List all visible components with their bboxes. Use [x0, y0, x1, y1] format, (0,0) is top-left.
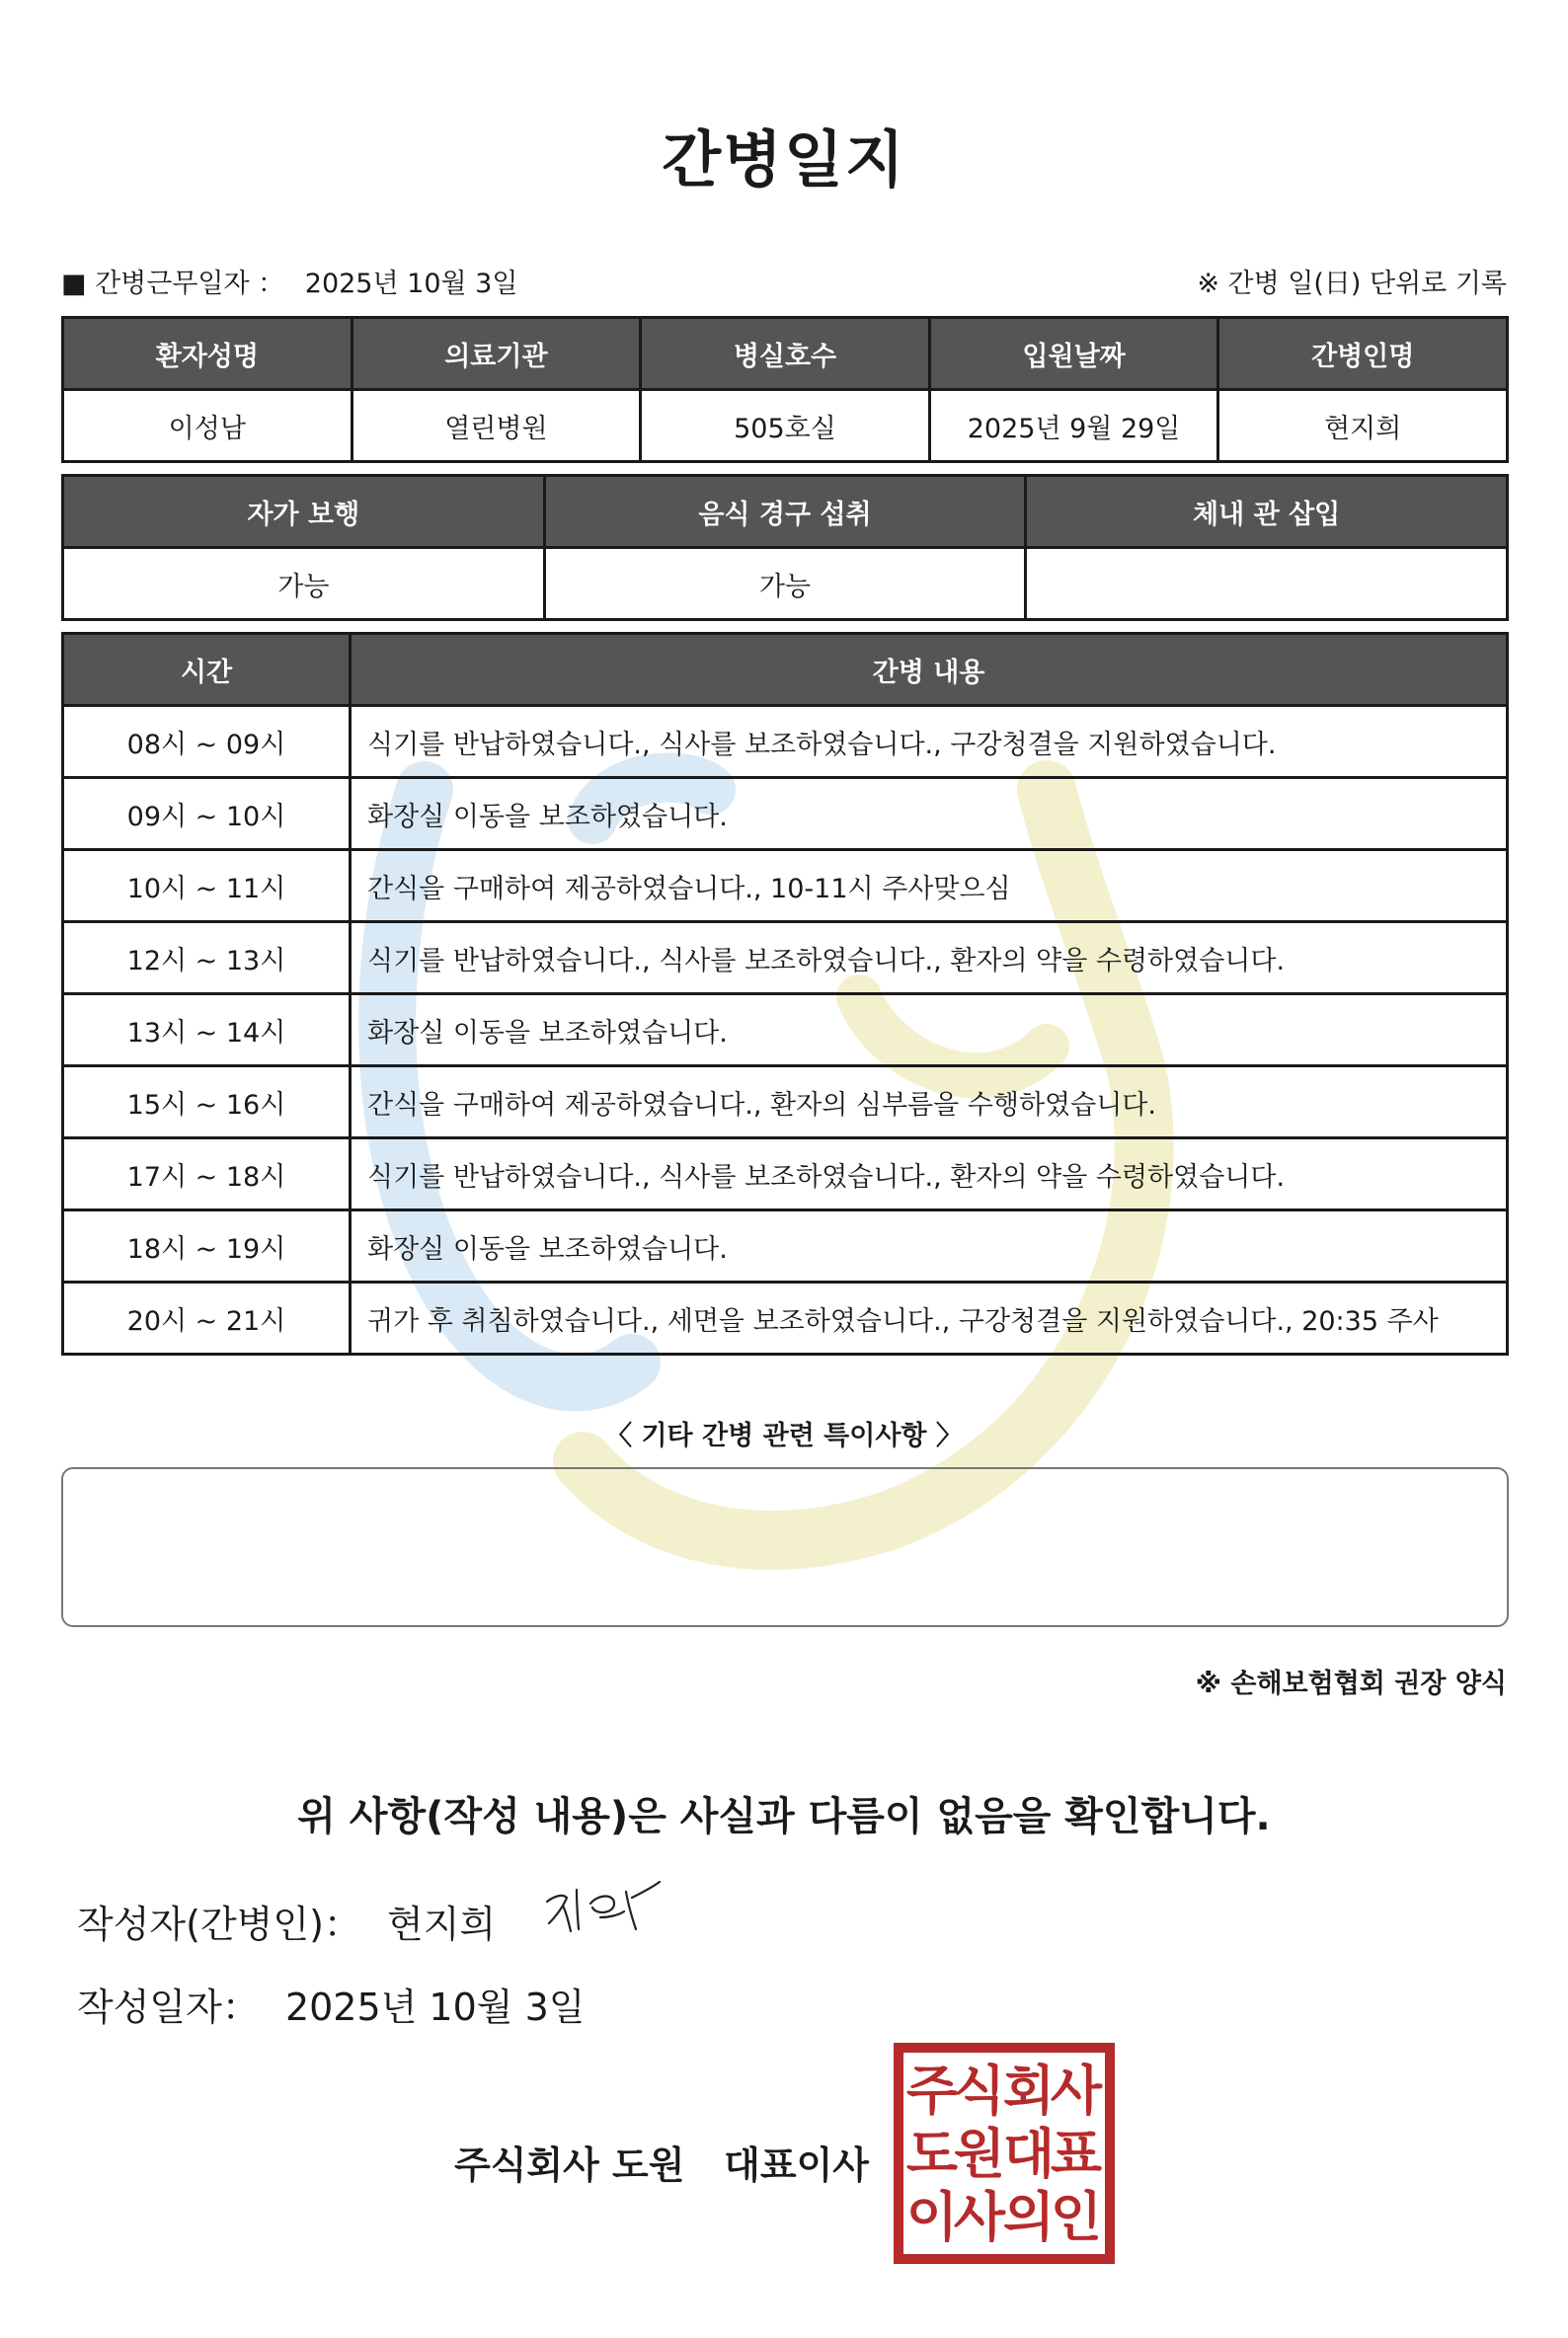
svg-text:회: 회: [1002, 2060, 1056, 2122]
admission-date: 2025년 9월 29일: [929, 390, 1218, 462]
table-row: [63, 922, 1508, 994]
table-row: [63, 850, 1508, 922]
patient-name: 이성남: [63, 390, 353, 462]
svg-text:이: 이: [905, 2186, 959, 2248]
header-oral-intake: 음식 경구 섭취: [544, 476, 1026, 548]
table-row: [63, 778, 1508, 850]
log-content: 귀가 후 취침하였습니다., 세면을 보조하였습니다., 구강청결을 지원하였습니다., 20:35 주사: [351, 1283, 1508, 1355]
table-row: [63, 994, 1508, 1066]
header-room: 병실호수: [641, 318, 930, 390]
work-date-label: ■ 간병근무일자 ：: [61, 269, 285, 299]
recommend-note: ※ 손해보험협회 권장 양식: [1195, 1669, 1507, 1699]
log-time: 08시 ~ 09시: [63, 706, 351, 778]
table-row: [63, 1138, 1508, 1210]
patient-status-table: [61, 474, 1509, 621]
table-row: [63, 1210, 1508, 1283]
log-content: 화장실 이동을 보조하였습니다.: [351, 1210, 1508, 1283]
log-content: 화장실 이동을 보조하였습니다.: [351, 994, 1508, 1066]
header-tube: 체내 관 삽입: [1026, 476, 1508, 548]
write-date-value: 2025년 10월 3일: [284, 1986, 586, 2029]
room-number: 505호실: [641, 390, 930, 462]
table-row: [63, 1066, 1508, 1138]
svg-text:주: 주: [905, 2060, 959, 2122]
log-time: 20시 ~ 21시: [63, 1283, 351, 1355]
log-content: 식기를 반납하였습니다., 식사를 보조하였습니다., 구강청결을 지원하였습니다.: [351, 706, 1508, 778]
hospital-name: 열린병원: [352, 390, 641, 462]
handwritten-signature: [541, 1874, 679, 1943]
log-time: 18시 ~ 19시: [63, 1210, 351, 1283]
table-row: [63, 1283, 1508, 1355]
log-content: 식기를 반납하였습니다., 식사를 보조하였습니다., 환자의 약을 수령하였습니다.: [351, 922, 1508, 994]
svg-text:표: 표: [1050, 2123, 1103, 2185]
header-walking: 자가 보행: [63, 476, 545, 548]
confirmation-statement: 위 사항(작성 내용)은 사실과 다름이 없음을 확인합니다.: [297, 1794, 1271, 1839]
log-time: 13시 ~ 14시: [63, 994, 351, 1066]
log-time: 09시 ~ 10시: [63, 778, 351, 850]
write-date-line: [77, 1977, 585, 2031]
write-date-label: 작성일자：: [77, 1986, 260, 2029]
log-time: 15시 ~ 16시: [63, 1066, 351, 1138]
oral-intake-value: 가능: [544, 548, 1026, 620]
svg-text:식: 식: [953, 2060, 1006, 2122]
header-time: 시간: [63, 634, 351, 706]
work-date-value: 2025년 10월 3일: [304, 269, 518, 299]
log-content: 간식을 구매하여 제공하였습니다., 환자의 심부름을 수행하였습니다.: [351, 1066, 1508, 1138]
svg-text:인: 인: [1050, 2186, 1103, 2248]
page-title: 간병일지: [662, 123, 906, 195]
special-notes-title: 〈 기타 간병 관련 특이사항 〉: [605, 1421, 963, 1451]
svg-text:원: 원: [953, 2123, 1006, 2185]
caregiver-name: 현지희: [1218, 390, 1508, 462]
walking-value: 가능: [63, 548, 545, 620]
work-date-line: [61, 262, 517, 300]
log-time: 17시 ~ 18시: [63, 1138, 351, 1210]
special-notes-box: [61, 1467, 1509, 1627]
unit-note: ※ 간병 일(日) 단위로 기록: [1197, 269, 1507, 299]
header-caregiver: 간병인명: [1218, 318, 1508, 390]
log-content: 간식을 구매하여 제공하였습니다., 10-11시 주사맞으심: [351, 850, 1508, 922]
header-care-content: 간병 내용: [351, 634, 1508, 706]
header-hospital: 의료기관: [352, 318, 641, 390]
log-time: 12시 ~ 13시: [63, 922, 351, 994]
svg-text:대: 대: [1002, 2123, 1056, 2185]
svg-text:사: 사: [1050, 2060, 1103, 2122]
log-content: 식기를 반납하였습니다., 식사를 보조하였습니다., 환자의 약을 수령하였습니다.: [351, 1138, 1508, 1210]
writer-label: 작성자(간병인)：: [77, 1903, 361, 1946]
care-log-table: [61, 632, 1509, 1356]
header-patient-name: 환자성명: [63, 318, 353, 390]
log-time: 10시 ~ 11시: [63, 850, 351, 922]
patient-info-table: [61, 316, 1509, 463]
tube-value: [1026, 548, 1508, 620]
writer-line: [77, 1894, 496, 1948]
svg-text:사: 사: [953, 2186, 1006, 2248]
writer-name: 현지희: [387, 1903, 497, 1946]
svg-text:의: 의: [1002, 2186, 1056, 2248]
svg-text:도: 도: [905, 2123, 959, 2185]
header-admission-date: 입원날짜: [929, 318, 1218, 390]
company-seal: [893, 2042, 1116, 2265]
company-representative: 주식회사 도원 대표이사: [454, 2143, 869, 2187]
log-content: 화장실 이동을 보조하였습니다.: [351, 778, 1508, 850]
table-row: [63, 706, 1508, 778]
